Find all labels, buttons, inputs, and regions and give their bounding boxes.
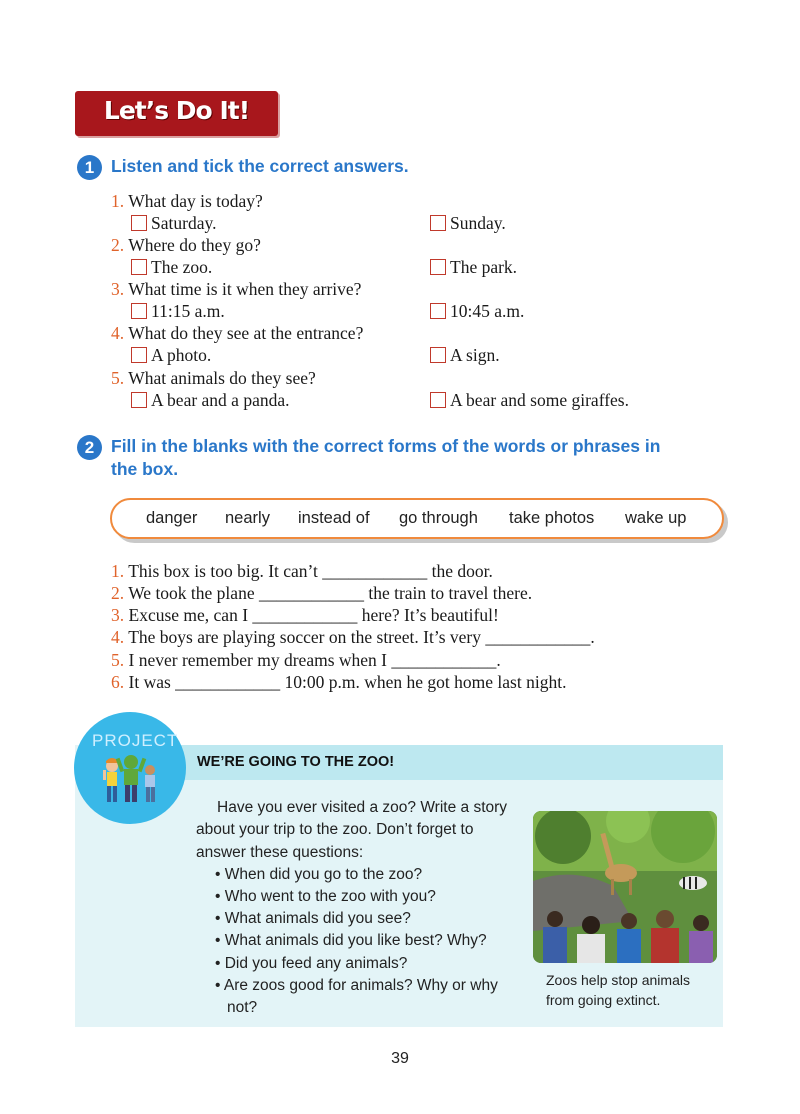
question	[111, 190, 263, 212]
question-text: Where do they go?	[128, 235, 261, 255]
section-banner	[75, 91, 278, 136]
word-box	[110, 498, 724, 539]
fill-in-sentence[interactable]	[111, 626, 595, 648]
sentence-text: The boys are playing soccer on the street. It’s very ____________.	[128, 627, 595, 647]
word-option: danger	[146, 509, 198, 527]
sentence-number: 5.	[111, 650, 125, 670]
checkbox[interactable]	[430, 392, 446, 408]
checkbox[interactable]	[131, 259, 147, 275]
question-text: What animals do they see?	[128, 368, 316, 388]
sentence-text: We took the plane ____________ the train to travel there.	[128, 583, 533, 603]
answer-option[interactable]	[430, 256, 517, 278]
answer-option[interactable]	[131, 300, 225, 322]
children-illustration	[100, 752, 164, 814]
question	[111, 322, 363, 344]
sentence-text: It was ____________ 10:00 p.m. when he got home last night.	[128, 672, 567, 692]
checkbox[interactable]	[131, 215, 147, 231]
sentence-text: This box is too big. It can’t ____________ the door.	[128, 561, 493, 581]
fill-in-sentence[interactable]	[111, 671, 566, 693]
answer-option[interactable]	[430, 389, 629, 411]
option-label: A photo.	[151, 345, 212, 365]
question-number: 1.	[111, 191, 125, 211]
section-2-number: 2	[77, 435, 102, 460]
banner-title: Let’s Do It!	[103, 96, 250, 125]
sentence-text: I never remember my dreams when I ____________.	[128, 650, 501, 670]
checkbox[interactable]	[430, 347, 446, 363]
checkbox[interactable]	[131, 392, 147, 408]
option-label: 11:15 a.m.	[151, 301, 225, 321]
question-number: 3.	[111, 279, 125, 299]
answer-option[interactable]	[131, 344, 211, 366]
page-number: 39	[391, 1050, 409, 1067]
project-label: PROJECT	[92, 731, 179, 750]
sentence-number: 4.	[111, 627, 125, 647]
sentence-number: 1.	[111, 561, 125, 581]
option-label: Sunday.	[450, 213, 506, 233]
photo-caption	[546, 970, 690, 1010]
project-question-continuation: not?	[227, 999, 258, 1016]
project-heading: WE’RE GOING TO THE ZOO!	[197, 754, 395, 770]
section-1-title: Listen and tick the correct answers.	[111, 156, 409, 176]
sentence-number: 3.	[111, 605, 125, 625]
option-label: A bear and a panda.	[151, 390, 290, 410]
question	[111, 367, 316, 389]
question	[111, 234, 261, 256]
sentence-text: Excuse me, can I ____________ here? It’s beautiful!	[128, 605, 499, 625]
word-option: instead of	[298, 509, 370, 527]
section-2-title-line-2: the box.	[111, 459, 179, 479]
question-text: What time is it when they arrive?	[128, 279, 362, 299]
option-label: A sign.	[450, 345, 500, 365]
fill-in-sentence[interactable]	[111, 582, 532, 604]
answer-option[interactable]	[131, 389, 289, 411]
word-option: wake up	[625, 509, 687, 527]
project-intro-line: answer these questions:	[196, 844, 364, 861]
question-text: What do they see at the entrance?	[128, 323, 364, 343]
answer-option[interactable]	[430, 344, 500, 366]
project-question: • Did you feed any animals?	[215, 955, 408, 972]
question-number: 5.	[111, 368, 125, 388]
project-intro-line: Have you ever visited a zoo? Write a story	[217, 799, 508, 816]
checkbox[interactable]	[131, 303, 147, 319]
project-question: • What animals did you like best? Why?	[215, 932, 487, 949]
option-label: A bear and some giraffes.	[450, 390, 629, 410]
option-label: 10:45 a.m.	[450, 301, 525, 321]
checkbox[interactable]	[430, 259, 446, 275]
project-intro-line: about your trip to the zoo. Don’t forget to	[196, 821, 474, 838]
answer-option[interactable]	[430, 212, 506, 234]
question	[111, 278, 361, 300]
checkbox[interactable]	[430, 215, 446, 231]
caption-line: from going extinct.	[546, 992, 661, 1008]
section-2-title-line-1: Fill in the blanks with the correct forms of the words or phrases in	[111, 436, 661, 456]
fill-in-sentence[interactable]	[111, 604, 499, 626]
section-1-number: 1	[77, 155, 102, 180]
question-text: What day is today?	[128, 191, 263, 211]
sentence-number: 6.	[111, 672, 125, 692]
zoo-photo	[533, 811, 717, 963]
option-label: The park.	[450, 257, 518, 277]
question-number: 4.	[111, 323, 125, 343]
project-question: • Are zoos good for animals? Why or why	[215, 977, 498, 994]
option-label: Saturday.	[151, 213, 217, 233]
checkbox[interactable]	[430, 303, 446, 319]
answer-option[interactable]	[131, 212, 216, 234]
answer-option[interactable]	[430, 300, 524, 322]
answer-option[interactable]	[131, 256, 212, 278]
question-number: 2.	[111, 235, 125, 255]
fill-in-sentence[interactable]	[111, 649, 501, 671]
word-option: go through	[399, 509, 478, 527]
word-option: nearly	[225, 509, 270, 527]
project-question: • What animals did you see?	[215, 910, 411, 927]
word-option: take photos	[509, 509, 595, 527]
project-question: • When did you go to the zoo?	[215, 866, 423, 883]
fill-in-sentence[interactable]	[111, 560, 493, 582]
project-question: • Who went to the zoo with you?	[215, 888, 436, 905]
sentence-number: 2.	[111, 583, 125, 603]
option-label: The zoo.	[151, 257, 213, 277]
checkbox[interactable]	[131, 347, 147, 363]
caption-line: Zoos help stop animals	[546, 972, 690, 988]
